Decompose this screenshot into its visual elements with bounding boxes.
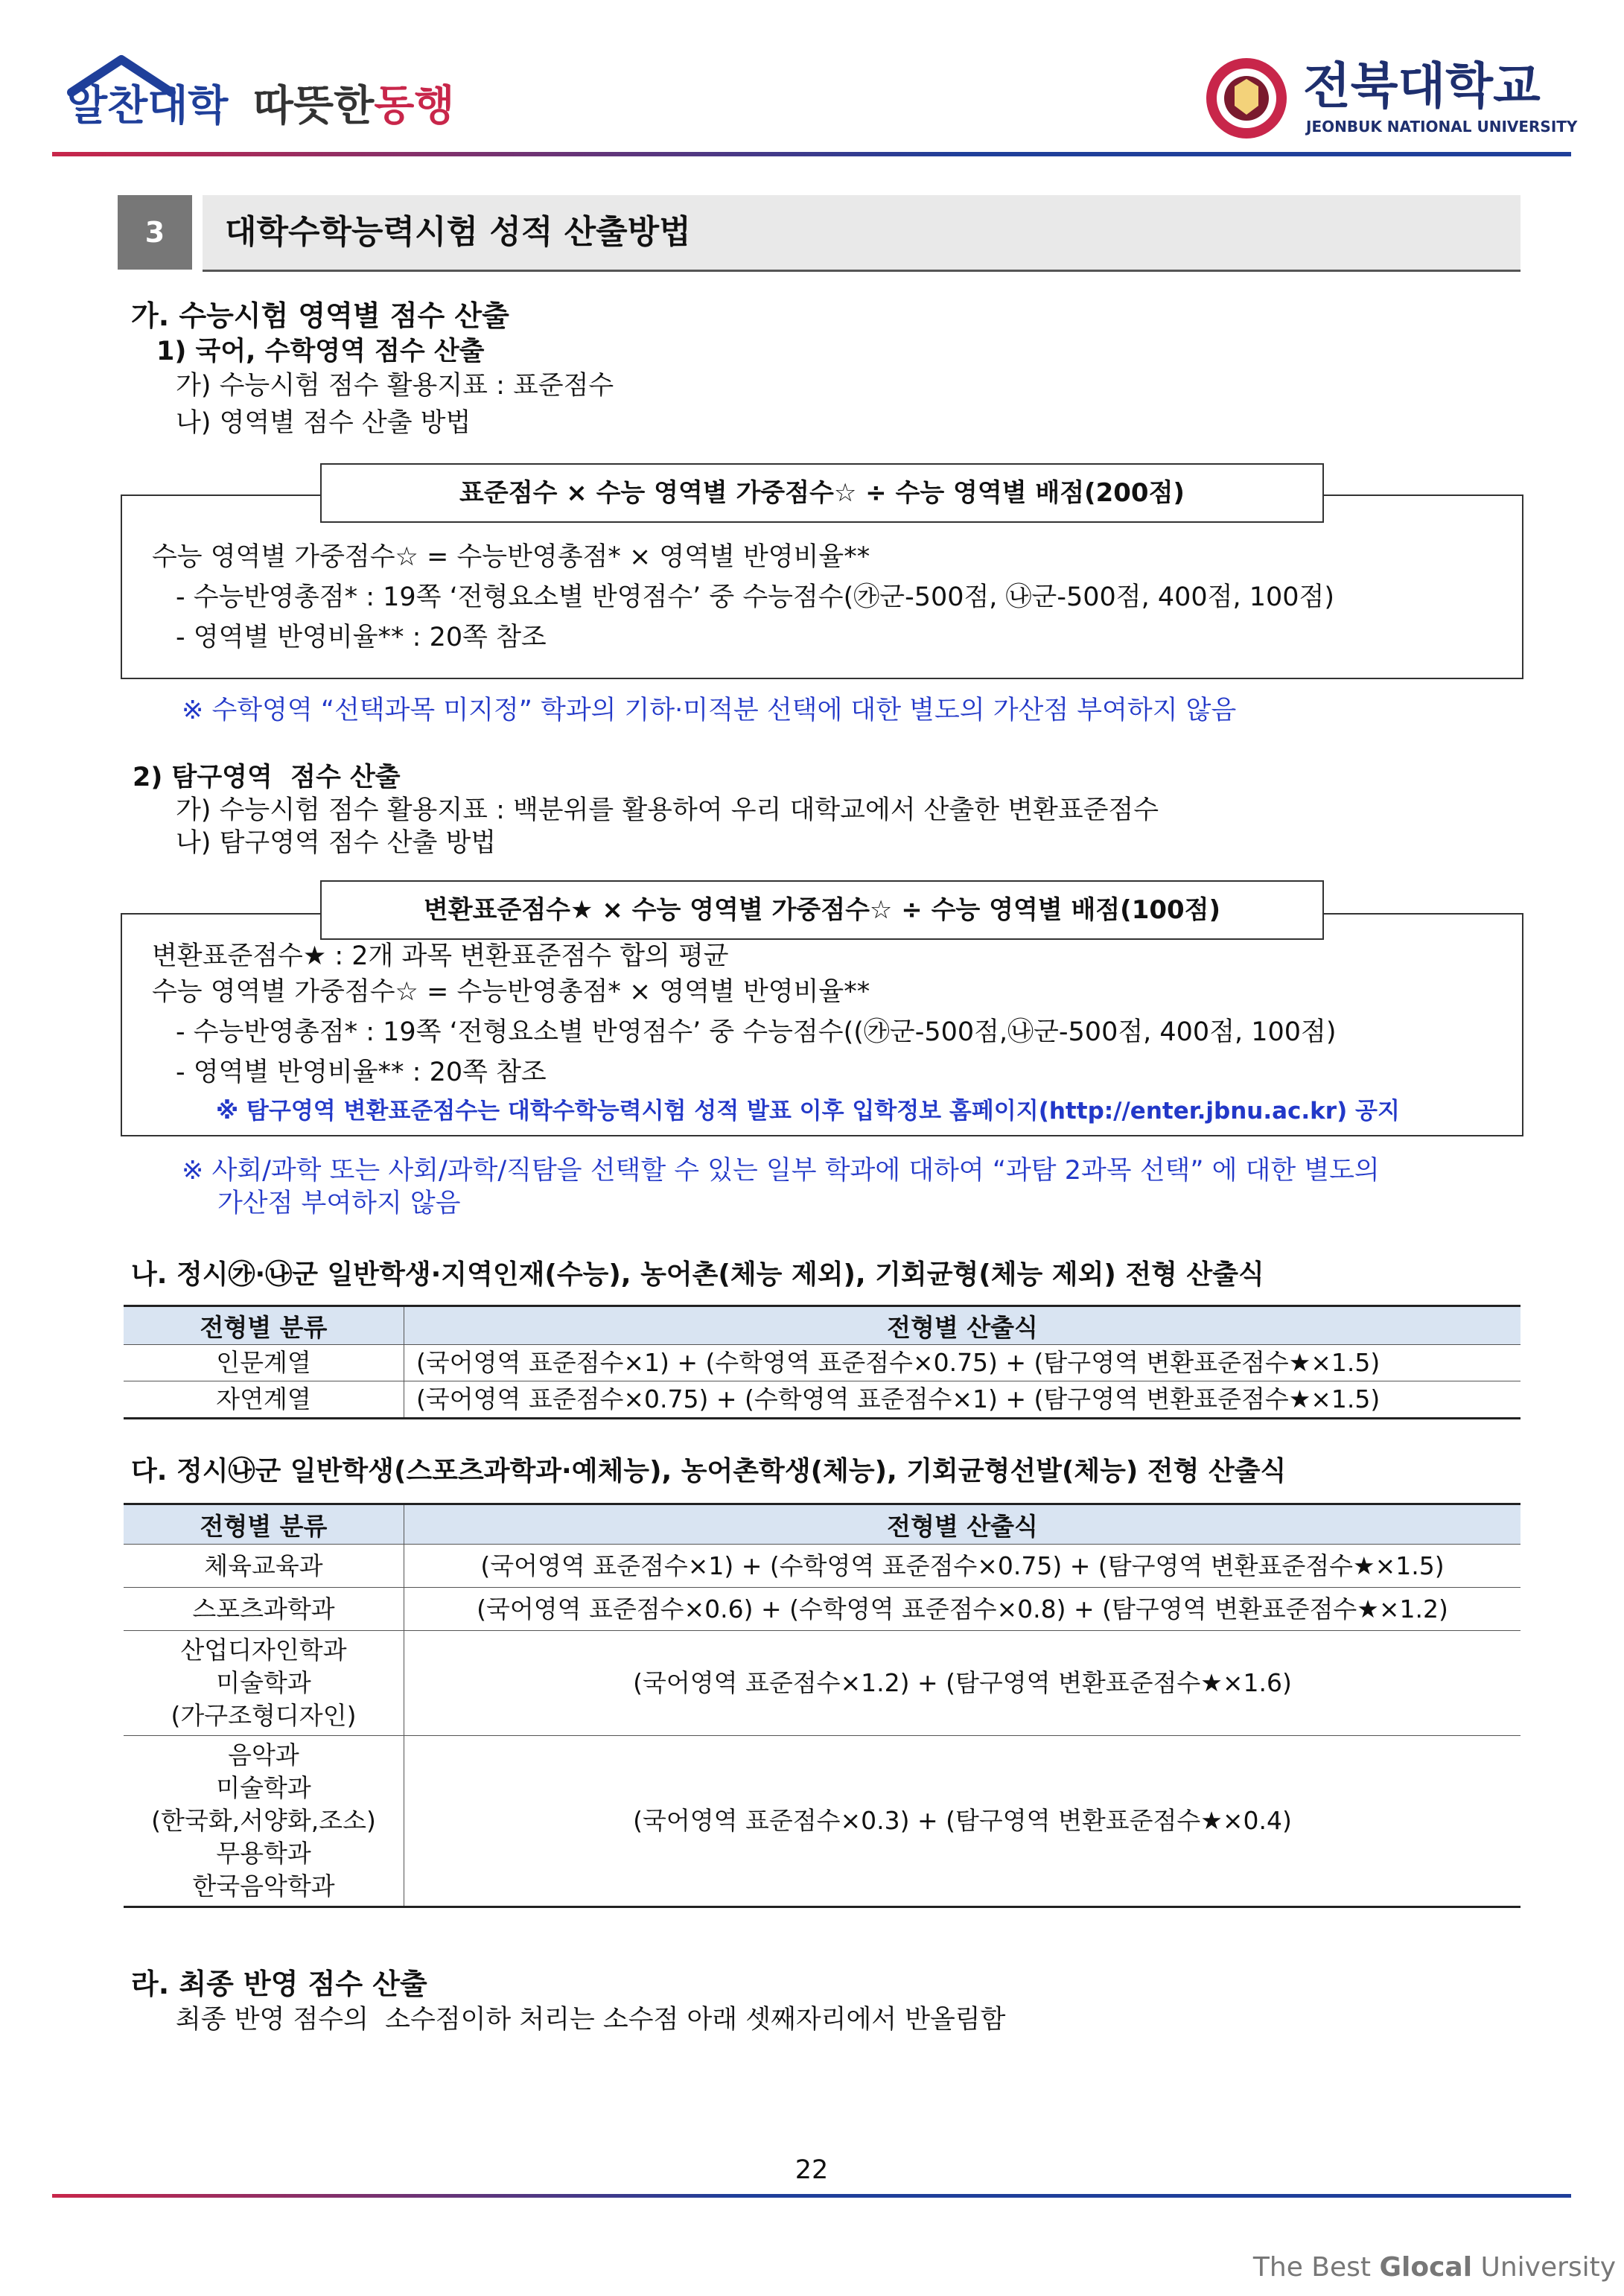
table-na [124, 1305, 1520, 1419]
slogan-logo: 알찬대학 따뜻한동행 [66, 54, 453, 136]
formula-box-1: 표준점수 × 수능 영역별 가중점수☆ ÷ 수능 영역별 배점(200점) [320, 463, 1324, 523]
table-na-header-formula: 전형별 산출식 [404, 1306, 1521, 1345]
university-logo [1205, 57, 1578, 146]
table-cell-formula: (국어영역 표준점수×0.3) + (탐구영역 변환표준점수★×0.4) [404, 1736, 1521, 1907]
page-number: 22 [795, 2155, 829, 2185]
box2-line-1: 변환표준점수★ : 2개 과목 변환표준점수 합의 평균 [152, 941, 729, 971]
table-row [124, 1545, 1520, 1588]
table-cell-category: 음악과 미술학과 (한국화,서양화,조소) 무용학과 한국음악학과 [124, 1736, 404, 1907]
table-da-header-formula: 전형별 산출식 [404, 1504, 1521, 1545]
table-cell-formula: (국어영역 표준점수×1.2) + (탐구영역 변환표준점수★×1.6) [404, 1631, 1521, 1736]
table-cell-formula: (국어영역 표준점수×1) + (수학영역 표준점수×0.75) + (탐구영역 변환표준점수★×1.5) [404, 1545, 1521, 1588]
table-row [124, 1588, 1520, 1631]
table-cell-formula: (국어영역 표준점수×1) + (수학영역 표준점수×0.75) + (탐구영역 변환표준점수★×1.5) [404, 1345, 1521, 1381]
heading-na: 나. 정시㉮·㉯군 일반학생·지역인재(수능), 농어촌(체능 제외), 기회균형(체능 제외) 전형 산출식 [131, 1259, 1264, 1290]
formula-box-2: 변환표준점수★ × 수능 영역별 가중점수☆ ÷ 수능 영역별 배점(100점) [320, 880, 1324, 940]
table-cell-category: 자연계열 [124, 1381, 404, 1419]
table-row [124, 1381, 1520, 1419]
header-rule [52, 152, 1571, 156]
table-na-header-category: 전형별 분류 [124, 1306, 404, 1345]
sub2-item-b: 나) 탐구영역 점수 산출 방법 [176, 828, 497, 858]
table-da [124, 1503, 1520, 1908]
box1-line-2: - 수능반영총점* : 19쪽 ‘전형요소별 반영점수’ 중 수능점수(㉮군-500점, ㉯군-500점, 400점, 100점) [176, 582, 1334, 612]
section-title: 대학수학능력시험 성적 산출방법 [225, 213, 691, 251]
note-1: ※ 수학영역 “선택과목 미지정” 학과의 기하·미적분 선택에 대한 별도의 가산점 부여하지 않음 [182, 696, 1237, 725]
table-row [124, 1736, 1520, 1907]
box2-line-2: 수능 영역별 가중점수☆ = 수능반영총점* × 영역별 반영비율** [152, 977, 870, 1007]
box2-line-3: - 수능반영총점* : 19쪽 ‘전형요소별 반영점수’ 중 수능점수((㉮군-500점,㉯군-500점, 400점, 100점) [176, 1017, 1337, 1047]
table-cell-category: 체육교육과 [124, 1545, 404, 1588]
section-title-bar [203, 195, 1520, 272]
table-cell-category: 산업디자인학과 미술학과 (가구조형디자인) [124, 1631, 404, 1736]
footer-tagline: The Best Glocal University [1252, 2252, 1617, 2283]
university-name: 전북대학교 [1303, 57, 1541, 115]
box2-note: ※ 탐구영역 변환표준점수는 대학수학능력시험 성적 발표 이후 입학정보 홈페이지(http://enter.jbnu.ac.kr) 공지 [216, 1098, 1400, 1125]
university-name-en: JEONBUK NATIONAL UNIVERSITY [1306, 118, 1578, 136]
heading-ga: 가. 수능시험 영역별 점수 산출 [131, 299, 509, 332]
note-2-line-1: ※ 사회/과학 또는 사회/과학/직탐을 선택할 수 있는 일부 학과에 대하여 “과탐 2과목 선택” 에 대한 별도의 [182, 1156, 1380, 1186]
heading-da: 다. 정시㉯군 일반학생(스포츠과학과·예체능), 농어촌학생(체능), 기회균형선발(체능) 전형 산출식 [131, 1456, 1287, 1486]
note-2-line-2: 가산점 부여하지 않음 [217, 1189, 461, 1218]
sub1-item-b: 나) 영역별 점수 산출 방법 [176, 408, 471, 438]
sub-heading-1: 1) 국어, 수학영역 점수 산출 [156, 337, 485, 366]
section-number: 3 [118, 195, 192, 270]
box1-line-1: 수능 영역별 가중점수☆ = 수능반영총점* × 영역별 반영비율** [152, 542, 870, 572]
table-row [124, 1631, 1520, 1736]
sub-heading-2: 2) 탐구영역 점수 산출 [133, 763, 401, 792]
table-cell-category: 스포츠과학과 [124, 1588, 404, 1631]
sub1-item-a: 가) 수능시험 점수 활용지표 : 표준점수 [176, 371, 614, 401]
table-row [124, 1345, 1520, 1381]
table-cell-category: 인문계열 [124, 1345, 404, 1381]
box2-line-4: - 영역별 반영비율** : 20쪽 참조 [176, 1058, 547, 1087]
university-emblem-icon [1205, 57, 1288, 140]
sub2-item-a: 가) 수능시험 점수 활용지표 : 백분위를 활용하여 우리 대학교에서 산출한 변환표준점수 [176, 795, 1159, 825]
table-cell-formula: (국어영역 표준점수×0.75) + (수학영역 표준점수×1) + (탐구영역 변환표준점수★×1.5) [404, 1381, 1521, 1419]
table-da-header-category: 전형별 분류 [124, 1504, 404, 1545]
footer-rule [52, 2194, 1571, 2198]
ra-text: 최종 반영 점수의 소수점이하 처리는 소수점 아래 셋째자리에서 반올림함 [176, 2005, 1006, 2035]
heading-ra: 라. 최종 반영 점수 산출 [131, 1968, 427, 2000]
table-cell-formula: (국어영역 표준점수×0.6) + (수학영역 표준점수×0.8) + (탐구영역 변환표준점수★×1.2) [404, 1588, 1521, 1631]
box1-line-3: - 영역별 반영비율** : 20쪽 참조 [176, 623, 547, 652]
